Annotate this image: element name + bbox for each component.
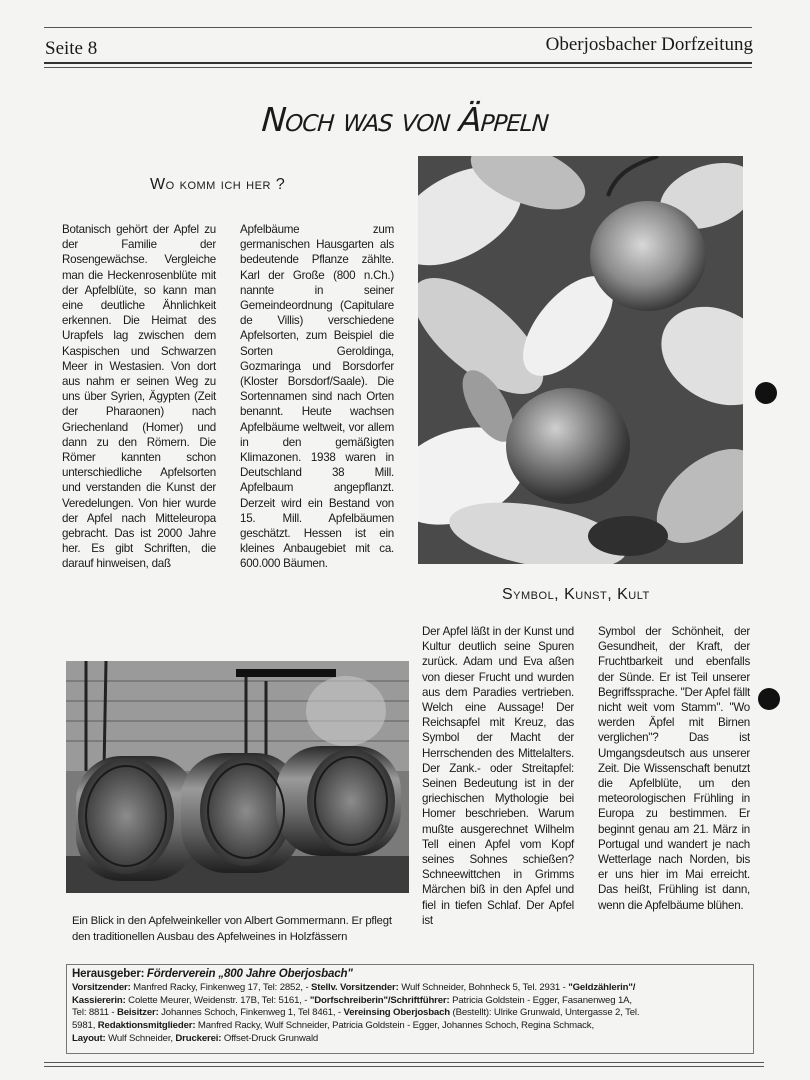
impressum-text: Manfred Racky, Finkenweg 17, Tel: 2852, - [130, 981, 312, 993]
impressum-text: Colette Meurer, Weidenstr. 17B, Tel: 5161, - [125, 994, 310, 1006]
punch-hole-bottom [758, 688, 780, 710]
impressum-label: Stellv. Vorsitzender: [311, 981, 399, 993]
publication-name: Oberjosbacher Dorfzeitung [545, 34, 753, 55]
apple-photo-graphic [418, 156, 743, 564]
impressum-text: Manfred Racky, Wulf Schneider, Patricia Goldstein - Egger, Johannes Schoch, Regina Schmack, [195, 1020, 594, 1032]
bottom-rule [44, 1062, 764, 1063]
impressum-text: (Bestellt): Ulrike Grunwald, Untergasse 2, Tel. [450, 1007, 640, 1019]
impressum-text: Wulf Schneider, [105, 1032, 176, 1044]
section-title-origin: Wo komm ich her ? [150, 176, 286, 193]
impressum-text: Johannes Schoch, Finkenweg 1, Tel 8461, - [158, 1007, 344, 1019]
impressum-text: Tel: 8811 - [72, 1007, 117, 1019]
cider-cellar-photo [66, 661, 409, 893]
impressum-line [72, 1007, 748, 1020]
impressum-text: Offset-Druck Grunwald [221, 1032, 319, 1044]
section1-column-2: Apfelbäume zum germanischen Hausgarten als bedeutende Pflanze zählte. Karl der Große (800 n.Ch.) nannte in seiner Gemeindeordnung (Capitulare de Villis) verschiedene Apfelsorten, zum Beispiel die Sorten Geroldinga, Gozmaringa und Borsdorfer (Kloster Borsdorf/Saale). Die Sortennamen sind nach Orten benannt. Heute wachsen Apfelbäume weltweit, vor allem in den gemäßigten Klimazonen. 1938 waren in Deutschland 38 Mill. Apfelbaum angepflanzt. Derzeit wird ein Bestand von 15. Mill. Apfelbäumen geschätzt. Hessen ist ein kleines Anbaugebiet mit ca. 600.000 Bäumen. [240, 223, 394, 571]
header-rule [44, 62, 752, 64]
photo-caption: Ein Blick in den Apfelweinkeller von Albert Gommermann. Er pflegt den traditionellen Ausbau des Apfelweines in Holzfässern [72, 915, 392, 943]
impressum-label: Layout: [72, 1032, 106, 1044]
impressum-label: Vorsitzender: [72, 981, 131, 993]
publisher-label: Herausgeber: [72, 968, 145, 980]
page-number: Seite 8 [45, 38, 98, 59]
impressum-label: Druckerei: [175, 1032, 222, 1044]
impressum-lines [72, 982, 748, 1046]
top-rule [44, 27, 752, 28]
impressum-box [66, 964, 754, 1054]
header-rule-thin [44, 67, 752, 68]
impressum-line [72, 995, 748, 1008]
article-title: Noch was von Äppeln [260, 100, 550, 139]
impressum-line [72, 1033, 748, 1046]
impressum-line [72, 1020, 748, 1033]
impressum-label: Kassiererin: [72, 994, 126, 1006]
apple-tree-photo [418, 156, 743, 564]
impressum-label: "Geldzählerin"/ [568, 981, 636, 993]
impressum-label: Vereinsing Oberjosbach [343, 1007, 451, 1019]
impressum-publisher [72, 968, 748, 982]
impressum-text: Patricia Goldstein - Egger, Fasanenweg 1A, [449, 994, 632, 1006]
bottom-rule-thin [44, 1066, 764, 1067]
punch-hole-top [755, 382, 777, 404]
impressum-line [72, 982, 748, 995]
publisher-value: Förderverein „800 Jahre Oberjosbach" [146, 968, 353, 980]
impressum-label: Beisitzer: [116, 1007, 159, 1019]
impressum-text: 5981, [72, 1020, 98, 1032]
impressum-label: "Dorfschreiberin"/Schriftführer: [309, 994, 450, 1006]
impressum-text: Wulf Schneider, Bohnheck 5, Tel. 2931 - [398, 981, 569, 993]
section2-column-2: Symbol der Schönheit, der Gesundheit, der Kraft, der Fruchtbarkeit und ebenfalls der Sünde. Er ist Teil unserer Begriffssprache. "Der Apfel fällt nicht weit vom Stamm". "Wo werden Äpfel mit Birnen verglichen"? Das ist Umgangsdeutsch aus unserer Zeit. Die Wissenschaft benutzt die Apfelblüte, um den meteorologischen Frühling in Europa zu bestimmen. Er beginnt genau am 21. März in Portugal und wandert je nach Wetterlage nach Norden, bis er uns hier im Mai erreicht. Das heißt, Frühling ist dann, wenn die Apfelbäume blühen. [598, 625, 750, 912]
barrel-photo-graphic [66, 661, 409, 893]
section1-column-1: Botanisch gehört der Apfel zu der Familie der Rosengewächse. Vergleiche man die Heckenrosenblüte mit der Apfelblüte, so kann man eine deutliche Ähnlichkeit erkennen. Die Heimat des Urapfels lag zwischen dem Kaspischen und Schwarzen Meer in Westasien. Von dort aus nahm er seinen Weg zu uns über Syrien, Ägypten (Zeit der Pharaonen) nach Griechenland (Homer) und dann zu den Römern. Die Römer kannten schon unterschiedliche Apfelsorten und verstanden die Kunst der Veredelungen. Von hier wurde der Apfel nach Mitteleuropa gebracht. Das ist 2000 Jahre her. Es gibt Schriften, die darauf hinweisen, daß [62, 223, 216, 571]
section-title-symbol: Symbol, Kunst, Kult [502, 586, 650, 603]
section2-column-1: Der Apfel läßt in der Kunst und Kultur deutlich seine Spuren zurück. Adam und Eva aßen von dieser Frucht und wurden aus dem Paradies vertrieben. Welch eine Aussage! Der Reichsapfel mit Kreuz, das Symbol der Macht der Herrschenden des Mittelalters. Der Zank.- oder Streitapfel: Seinen Bedeutung ist in der griechischen Mythologie bei Homer beschrieben. Warum mußte ausgerechnet Wilhelm Tell einen Apfel vom Kopf seines Sohnes schießen? Schneewittchen in Grimms Märchen biß in den Apfel und fiel in tiefen Schlaf. Der Apfel ist [422, 625, 574, 927]
impressum-label: Redaktionsmitglieder: [97, 1020, 196, 1032]
